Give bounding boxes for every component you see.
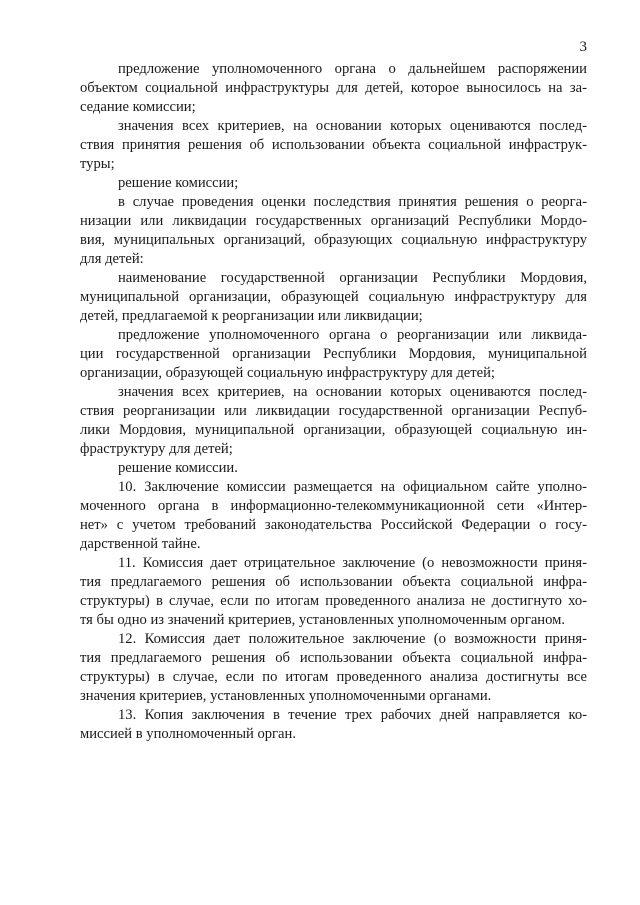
- text-line: структуры) в случае, если по итогам проведенного анализа не достигнуто хо-: [80, 593, 587, 609]
- paragraph-5: [80, 269, 587, 326]
- text-line: структуры) в случае, если по итогам проведенного анализа достигнуты все: [80, 669, 587, 685]
- paragraph-3: [80, 174, 587, 193]
- text-line: туры;: [80, 156, 115, 172]
- text-line: 12. Комиссия дает положительное заключение (о возможности приня-: [118, 631, 587, 647]
- text-line: седание комиссии;: [80, 99, 196, 115]
- text-line: ствия принятия решения об использовании объекта социальной инфраструк-: [80, 137, 587, 153]
- text-line: 11. Комиссия дает отрицательное заключение (о невозможности приня-: [118, 555, 587, 571]
- text-line: тия предлагаемого решения об использовании объекта социальной инфра-: [80, 650, 587, 666]
- text-line: решение комиссии;: [118, 175, 239, 191]
- text-line: 10. Заключение комиссии размещается на официальном сайте уполно-: [118, 479, 587, 495]
- text-line: лики Мордовия, муниципальной организации, образующей социальную ин-: [80, 422, 587, 438]
- text-line: тя бы одно из значений критериев, установленных уполномоченным органом.: [80, 612, 566, 628]
- text-line: вия, муниципальных организаций, образующих социальную инфраструктуру: [80, 232, 587, 248]
- text-line: дарственной тайне.: [80, 536, 201, 552]
- text-line: нет» с учетом требований законодательства Российской Федерации о госу-: [80, 517, 587, 533]
- paragraph-6: [80, 326, 587, 383]
- text-line: значения всех критериев, на основании которых оцениваются послед-: [118, 118, 587, 134]
- paragraph-10: [80, 554, 587, 630]
- text-line: ции государственной организации Республики Мордовия, муниципальной: [80, 346, 587, 362]
- text-line: фраструктуру для детей;: [80, 441, 233, 457]
- text-line: 13. Копия заключения в течение трех рабочих дней направляется ко-: [118, 707, 587, 723]
- text-line: предложение уполномоченного органа о дальнейшем распоряжении: [118, 61, 587, 77]
- text-line: низации или ликвидации государственных организаций Республики Мордо-: [80, 213, 587, 229]
- text-line: миссией в уполномоченный орган.: [80, 726, 296, 742]
- document-body: [80, 60, 587, 744]
- text-line: ствия реорганизации или ликвидации государственной организации Респуб-: [80, 403, 587, 419]
- paragraph-2: [80, 117, 587, 174]
- text-line: значения критериев, установленных уполномоченными органами.: [80, 688, 492, 704]
- paragraph-9: [80, 478, 587, 554]
- text-line: муниципальной организации, образующей социальную инфраструктуру для: [80, 289, 587, 305]
- paragraph-11: [80, 630, 587, 706]
- paragraph-8: [80, 459, 587, 478]
- text-line: в случае проведения оценки последствия принятия решения о реорга-: [118, 194, 587, 210]
- text-line: объектом социальной инфраструктуры для детей, которое выносилось на за-: [80, 80, 587, 96]
- text-line: значения всех критериев, на основании которых оцениваются послед-: [118, 384, 587, 400]
- page-number: 3: [579, 39, 587, 55]
- text-line: решение комиссии.: [118, 460, 238, 476]
- text-line: наименование государственной организации Республики Мордовия,: [118, 270, 587, 286]
- text-line: организации, образующей социальную инфраструктуру для детей;: [80, 365, 495, 381]
- paragraph-4: [80, 193, 587, 269]
- text-line: детей, предлагаемой к реорганизации или ликвидации;: [80, 308, 423, 324]
- text-line: для детей:: [80, 251, 144, 267]
- paragraph-7: [80, 383, 587, 459]
- paragraph-1: [80, 60, 587, 117]
- text-line: тия предлагаемого решения об использовании объекта социальной инфра-: [80, 574, 587, 590]
- text-line: моченного органа в информационно-телекоммуникационной сети «Интер-: [80, 498, 587, 514]
- text-line: предложение уполномоченного органа о реорганизации или ликвида-: [118, 327, 587, 343]
- paragraph-12: [80, 706, 587, 744]
